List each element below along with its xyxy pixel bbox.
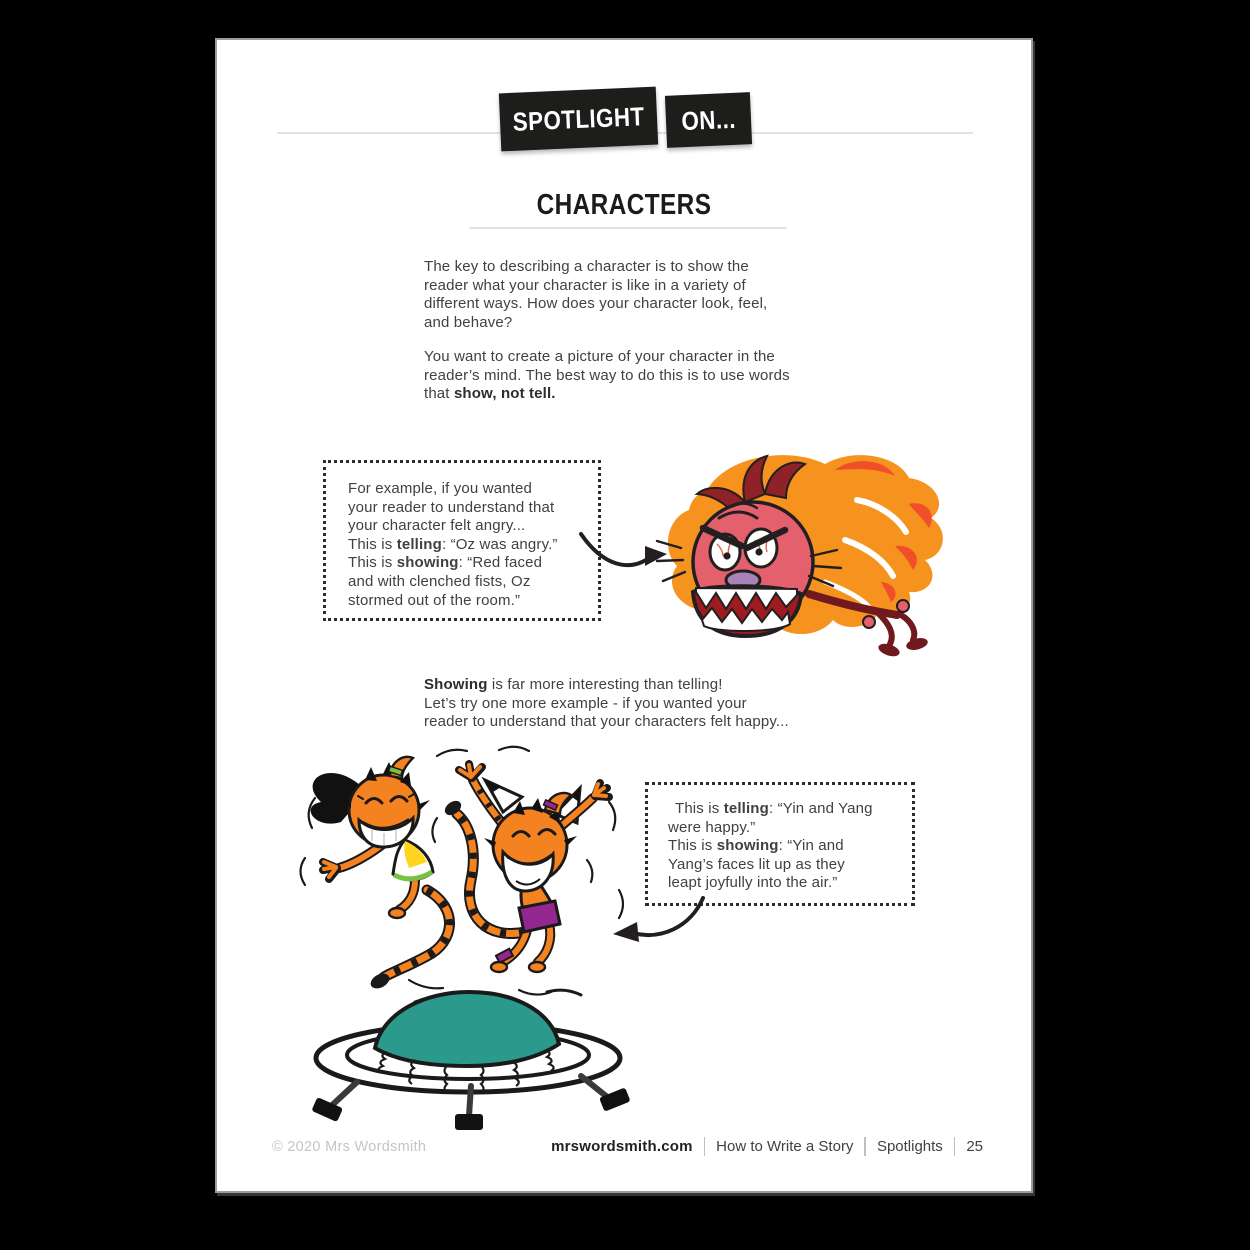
footer-section: Spotlights xyxy=(876,1138,943,1155)
angry-oz-flaming-illustration xyxy=(647,442,952,680)
spotlight-banner xyxy=(500,90,751,148)
spotlight-badge xyxy=(499,87,658,152)
page-title: CHARACTERS xyxy=(536,189,712,221)
intro-paragraph-2: You want to create a picture of your character in the reader’s mind. The best way to do this is to use words that show, not tell. xyxy=(424,348,790,403)
happy-example-box xyxy=(645,782,915,906)
trampoline-illustration xyxy=(303,984,641,1136)
on-badge xyxy=(665,92,752,148)
angry-example-text: For example, if you wanted your reader to understand that your character felt angry... This is telling: “Oz was angry.” This is showing: “Red faced and with clenched fists, Oz stormed out of the room.” xyxy=(348,480,558,609)
footer-divider xyxy=(704,1137,706,1156)
on-badge-label: ON... xyxy=(680,103,737,136)
intro-paragraph-1: The key to describing a character is to show the reader what your character is like in a variety of different ways. How does your character look, feel, and behave? xyxy=(424,258,768,331)
footer-divider xyxy=(954,1137,956,1156)
yin-tiger xyxy=(311,757,450,992)
footer-meta xyxy=(551,1137,983,1156)
workbook-page xyxy=(215,38,1033,1193)
yin-yang-tigers-illustration xyxy=(287,740,639,1000)
yang-tiger xyxy=(459,764,609,972)
trampoline-dome xyxy=(375,992,559,1066)
angry-example-box xyxy=(323,460,601,621)
curved-arrow-left-icon xyxy=(613,894,709,950)
footer-book-title: How to Write a Story xyxy=(716,1138,854,1155)
footer-page-number: 25 xyxy=(966,1138,983,1155)
footer-site-url: mrswordsmith.com xyxy=(551,1138,693,1155)
title-underline xyxy=(469,227,787,229)
transition-paragraph: Showing is far more interesting than telling! Let’s try one more example - if you wanted your reader to understand that your characters felt happy... xyxy=(424,676,789,731)
trampoline-foot-center xyxy=(455,1114,483,1130)
footer-divider xyxy=(864,1137,866,1156)
copyright-text: © 2020 Mrs Wordsmith xyxy=(272,1139,427,1155)
spotlight-badge-label: SPOTLIGHT xyxy=(511,100,645,137)
happy-example-text: This is telling: “Yin and Yang were happy.” This is showing: “Yin and Yang’s faces lit up as they leapt joyfully into the air.” xyxy=(668,800,873,892)
